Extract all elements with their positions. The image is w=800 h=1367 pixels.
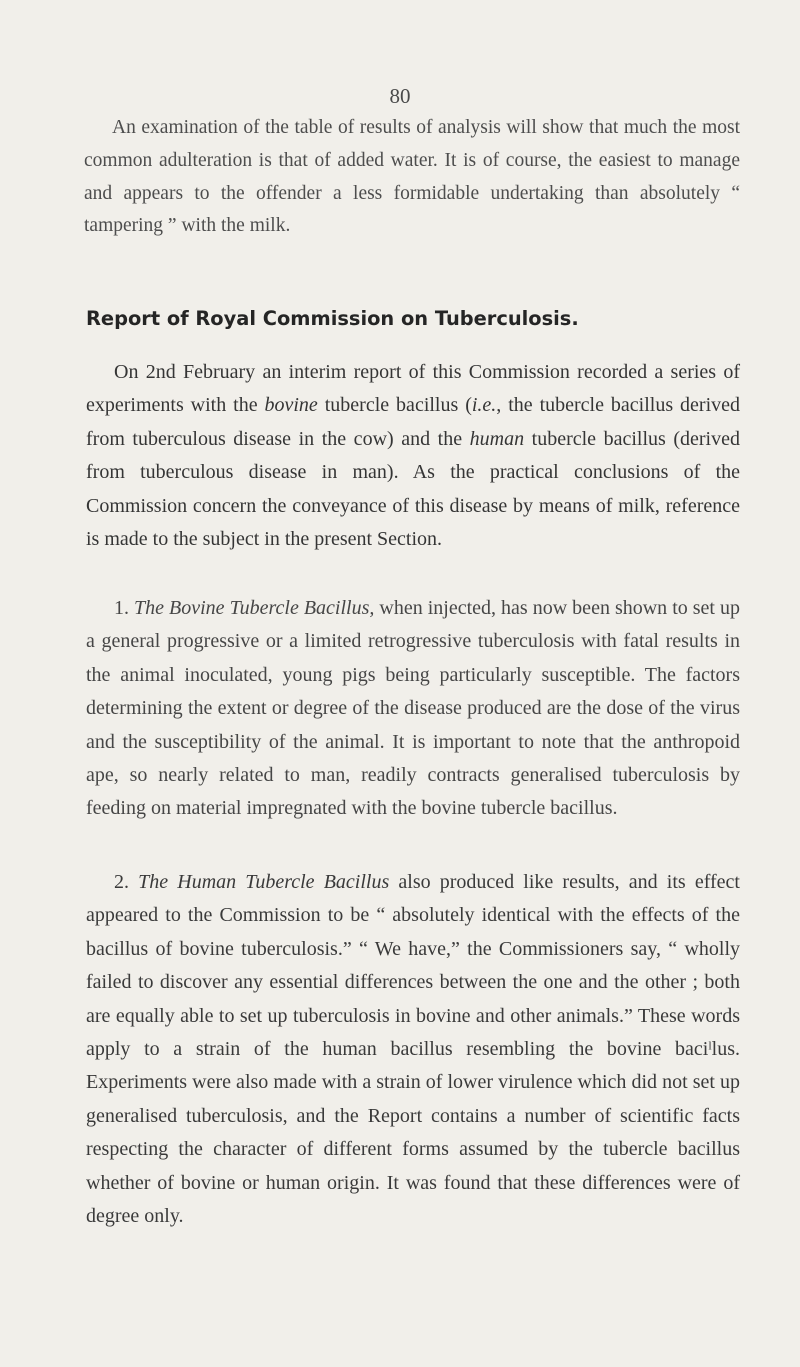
para1-text-2: tubercle bacillus ( bbox=[317, 394, 472, 417]
para1-italic-ie: i.e. bbox=[471, 394, 497, 417]
page-number: 80 bbox=[389, 84, 411, 108]
para3-number: 2. bbox=[114, 871, 129, 893]
para1-text-4: tubercle bacillus (derived from tuberculous disease in man). As the practical conclusions of the Commission concern the conveyance of this disease by means of milk, reference is made to the subject in the present Section. bbox=[86, 427, 740, 551]
bovine-bacillus-paragraph bbox=[86, 592, 740, 826]
intro-text: An examination of the table of results of analysis will show that much the most common adulteration is that of added water. It is of course, the easiest to manage and appears to the offender a less formidable undertaking than absolutely “ tampering ” with the milk. bbox=[84, 117, 740, 237]
para1-text-1: On 2nd February an interim report of this Commission recorded a series of experiments with the bbox=[86, 361, 740, 417]
para2-number: 1. bbox=[114, 597, 129, 619]
human-bacillus-paragraph bbox=[86, 866, 740, 1233]
section-heading: Report of Royal Commission on Tuberculosis. bbox=[86, 307, 579, 330]
para3-text: also produced like results, and its effect appeared to the Commission to be “ absolutely identical with the effects of the bacillus of bovine tuberculosis.” “ We have,” the Commissioners say, “ wholly failed to discover any essential differences between the one and the other ; both are equally able to set up tuberculosis in bovine and other animals.” These words apply to a strain of the human bacillus resembling the bovine baciˡlus. Experiments were also made with a strain of lower virulence which did not set up generalised tuberculosis, and the Report contains a number of scientific facts respecting the character of different forms assumed by the tubercle bacillus whether of bovine or human origin. It was found that these differences were of degree only. bbox=[86, 871, 740, 1228]
para2-title: The Bovine Tubercle Bacillus, bbox=[134, 597, 375, 619]
para1-italic-human: human bbox=[469, 427, 525, 450]
intro-paragraph bbox=[84, 112, 740, 243]
para1-text-3: , the tubercle bacillus derived from tuberculous disease in the cow) and the bbox=[86, 394, 740, 450]
commission-paragraph bbox=[86, 356, 740, 556]
para3-title: The Human Tubercle Bacillus bbox=[138, 871, 390, 893]
para2-text: when injected, has now been shown to set up a general progressive or a limited retrogressive tuberculosis with fatal results in the animal inoculated, young pigs being particularly susceptible. The factors determining the extent or degree of the disease produced are the dose of the virus and the susceptibility of the animal. It is important to note that the anthropoid ape, so nearly related to man, readily contracts generalised tuberculosis by feeding on material impregnated with the bovine tubercle bacillus. bbox=[86, 597, 740, 820]
para1-italic-bovine: bovine bbox=[264, 394, 318, 417]
